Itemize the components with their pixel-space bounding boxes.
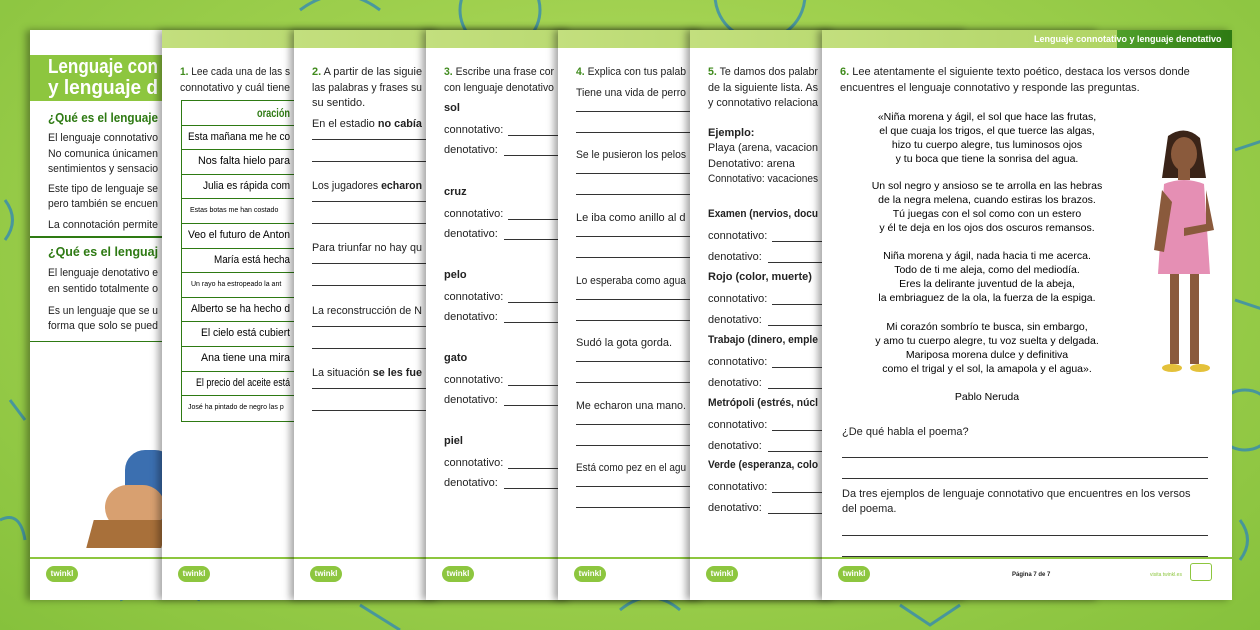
twinkl-logo: twinkl — [310, 566, 342, 582]
table-cell-sentence: José ha pintado de negro las p — [188, 404, 284, 412]
word-label: Rojo (color, muerte) — [708, 271, 812, 283]
book-illustration — [86, 520, 169, 548]
question-text: Da tres ejemplos de lenguaje connotativo que encuentres en los versos — [842, 488, 1191, 500]
text-line: pero también se encuen — [48, 198, 159, 210]
connotative-label: connotativo: — [444, 208, 504, 220]
answer-line[interactable] — [842, 457, 1208, 458]
text-line: Denotativo: arena — [708, 158, 795, 170]
sentence-text: La situación — [312, 367, 373, 379]
connotative-label: connotativo: — [708, 293, 768, 305]
table-cell-sentence: María está hecha — [214, 253, 290, 266]
text-line: Es un lenguaje que se u — [48, 305, 159, 317]
text-line: Este tipo de lenguaje se — [48, 183, 159, 195]
sentence-highlight: echaron — [381, 180, 423, 192]
question-prompt — [840, 65, 1190, 79]
poem-verse: «Niña morena y ágil, el sol que hace las frutas, — [877, 111, 1097, 123]
word-label: Verde (esperanza, colo — [708, 459, 819, 471]
prompt-text: Lee atentamente el siguiente texto poético, destaca los versos donde — [849, 66, 1190, 78]
text-line: Playa (arena, vacacion — [708, 142, 819, 154]
answer-line[interactable] — [842, 556, 1208, 557]
poem-verse: la embriaguez de la ola, la fuerza de la espiga. — [878, 292, 1096, 304]
section-heading: ¿Qué es el lenguaje — [48, 110, 159, 125]
word-label: piel — [444, 435, 463, 447]
text-line: en sentido totalmente o — [48, 283, 159, 295]
sentence-item — [312, 179, 422, 193]
twinkl-logo: twinkl — [706, 566, 738, 582]
twinkl-logo: twinkl — [46, 566, 78, 582]
sentence-highlight: se les fue — [372, 367, 423, 379]
poem-verse: Tú juegas con el sol como con un estero — [892, 208, 1082, 220]
denotative-label: denotativo: — [444, 228, 498, 240]
table-cell-sentence: Julia es rápida com — [203, 179, 291, 192]
text-line: sentimientos y sensacio — [48, 163, 159, 175]
denotative-label: denotativo: — [708, 251, 762, 263]
denotative-label: denotativo: — [444, 394, 498, 406]
word-label: pelo — [444, 269, 467, 281]
denotative-label: denotativo: — [708, 314, 762, 326]
text-line: de la siguiente lista. As — [708, 82, 819, 94]
word-label: gato — [444, 352, 468, 364]
denotative-label: denotativo: — [444, 144, 498, 156]
question-number: 3. — [444, 66, 453, 78]
question-number: 6. — [840, 66, 850, 78]
expression-item: Le iba como anillo al d — [576, 212, 686, 224]
question-prompt — [180, 65, 290, 79]
twinkl-logo: twinkl — [574, 566, 606, 582]
expression-item: Está como pez en el agu — [576, 462, 687, 474]
question-prompt — [312, 65, 422, 79]
twinkl-logo: twinkl — [178, 566, 210, 582]
question-prompt — [444, 65, 554, 79]
header-title: Lenguaje connotativo y lenguaje denotativo — [1034, 34, 1222, 44]
word-label: Trabajo (dinero, emple — [708, 334, 818, 346]
page-title: Lenguaje con — [48, 56, 158, 78]
question-number: 1. — [180, 66, 189, 78]
text-line: las palabras y frases su — [312, 82, 423, 94]
footer-link[interactable]: visita twinkl.es — [1150, 572, 1182, 578]
connotative-label: connotativo: — [444, 291, 504, 303]
prompt-text: Explica con tus palab — [584, 66, 687, 78]
text-line: Connotativo: vacaciones — [708, 173, 819, 185]
question-prompt — [708, 65, 818, 79]
text-line: encuentres el lenguaje connotativo y responde las preguntas. — [840, 82, 1140, 94]
question-number: 5. — [708, 66, 717, 78]
prompt-text: Lee cada una de las s — [188, 66, 291, 78]
poem-verse: Un sol negro y ansioso se te arrolla en las hebras — [871, 180, 1103, 192]
question-number: 4. — [576, 66, 585, 78]
sentence-item — [312, 241, 422, 255]
connotative-label: connotativo: — [444, 457, 504, 469]
question-prompt — [576, 65, 686, 79]
prompt-text: Escribe una frase cor — [452, 66, 555, 78]
connotative-label: connotativo: — [444, 124, 504, 136]
text-line: El lenguaje connotativo — [48, 132, 158, 144]
poem-verse: y amo tu cuerpo alegre, tu voz suelta y delgada. — [875, 335, 1099, 347]
word-label: Examen (nervios, docu — [708, 208, 818, 220]
poem-verse: y tu boca que tiene la sonrisa del agua. — [895, 153, 1079, 165]
connotative-label: connotativo: — [708, 419, 768, 431]
answer-line[interactable] — [842, 535, 1208, 536]
table-cell-sentence: El precio del aceite está — [196, 376, 291, 389]
text-line: y connotativo relaciona — [708, 97, 819, 109]
poem-verse: Eres la delirante juventud de la abeja, — [899, 278, 1075, 290]
twinkl-logo: twinkl — [838, 566, 870, 582]
expression-item: Tiene una vida de perro — [576, 87, 686, 99]
sentence-item — [312, 366, 422, 380]
table-header-oracion: oración — [257, 106, 290, 120]
table-cell-sentence: Alberto se ha hecho d — [191, 302, 291, 315]
table-cell-sentence: Veo el futuro de Anton — [188, 228, 290, 241]
question-text: del poema. — [842, 503, 897, 515]
footer-badge — [1190, 563, 1212, 581]
prompt-text: Te damos dos palabr — [716, 66, 818, 78]
expression-item: Lo esperaba como agua — [576, 275, 686, 287]
poem-verse: Mariposa morena dulce y definitiva — [905, 349, 1069, 361]
denotative-label: denotativo: — [444, 311, 498, 323]
denotative-label: denotativo: — [708, 502, 762, 514]
word-label: cruz — [444, 186, 467, 198]
denotative-label: denotativo: — [444, 477, 498, 489]
answer-line[interactable] — [842, 478, 1208, 479]
expression-item: Me echaron una mano. — [576, 400, 686, 412]
text-line: su sentido. — [312, 97, 366, 109]
connotative-label: connotativo: — [708, 481, 768, 493]
girl-illustration — [1140, 128, 1230, 378]
poem-verse: como el trigal y el sol, la amapola y el agua». — [882, 363, 1092, 375]
example-label: Ejemplo: — [708, 127, 755, 139]
table-cell-sentence: El cielo está cubiert — [201, 327, 290, 340]
question-text: ¿De qué habla el poema? — [842, 426, 969, 438]
denotative-label: denotativo: — [708, 377, 762, 389]
poem-author: Pablo Neruda — [954, 391, 1020, 403]
table-cell-sentence: Ana tiene una mira — [201, 351, 291, 364]
footer-rule — [822, 557, 1232, 559]
text-line: con lenguaje denotativo — [444, 82, 554, 94]
poem-verse: el que cuaja los trigos, el que tuerce las algas, — [879, 125, 1095, 137]
question-number: 2. — [312, 66, 322, 78]
poem-verse: Niña morena y ágil, nada hacia ti me acerca. — [883, 250, 1091, 262]
page-title: y lenguaje d — [48, 77, 159, 99]
sentence-text: En el estadio — [312, 118, 378, 130]
sentence-highlight: no cabía — [377, 118, 422, 130]
word-label: Metrópoli (estrés, núcl — [708, 397, 818, 409]
table-cell-sentence: Estas botas me han costado — [190, 207, 279, 215]
table-cell-sentence: Un rayo ha estropeado la ant — [191, 281, 282, 289]
expression-item: Se le pusieron los pelos — [576, 149, 687, 161]
poem-verse: hizo tu cuerpo alegre, tus luminosos ojos — [891, 139, 1083, 151]
poem-verse: Todo de ti me aleja, como del mediodía. — [894, 264, 1080, 276]
denotative-label: denotativo: — [708, 440, 762, 452]
text-line: El lenguaje denotativo e — [48, 267, 159, 279]
word-label: sol — [444, 102, 460, 114]
expression-item: Sudó la gota gorda. — [576, 337, 673, 349]
sentence-text: Para triunfar no hay qu — [312, 242, 423, 254]
sentence-item — [312, 304, 422, 318]
connotative-label: connotativo: — [444, 374, 504, 386]
text-line: No comunica únicamen — [48, 148, 159, 160]
text-line: La connotación permite — [48, 219, 159, 231]
connotative-label: connotativo: — [708, 356, 768, 368]
prompt-text: A partir de las siguie — [321, 66, 423, 78]
poem-verse: y él te deja en los ojos dos oscuros remansos. — [879, 222, 1095, 234]
page-number: Página 7 de 7 — [1012, 572, 1051, 578]
sentence-item — [312, 117, 422, 131]
worksheet-page-7[interactable] — [822, 30, 1232, 600]
text-line: forma que solo se pued — [48, 320, 159, 332]
twinkl-logo: twinkl — [442, 566, 474, 582]
table-cell-sentence: Nos falta hielo para — [198, 155, 291, 168]
table-cell-sentence: Esta mañana me he co — [188, 130, 291, 143]
sentence-text: La reconstrucción de N — [312, 305, 422, 317]
poem-verse: de la negra melena, cuando estiras los brazos. — [878, 194, 1096, 206]
connotative-label: connotativo: — [708, 230, 768, 242]
sentence-text: Los jugadores — [312, 180, 382, 192]
poem-verse: Mi corazón sombrío te busca, sin embargo, — [886, 321, 1088, 333]
text-line: connotativo y cuál tiene — [180, 82, 291, 94]
section-heading: ¿Qué es el lenguaj — [48, 244, 159, 259]
